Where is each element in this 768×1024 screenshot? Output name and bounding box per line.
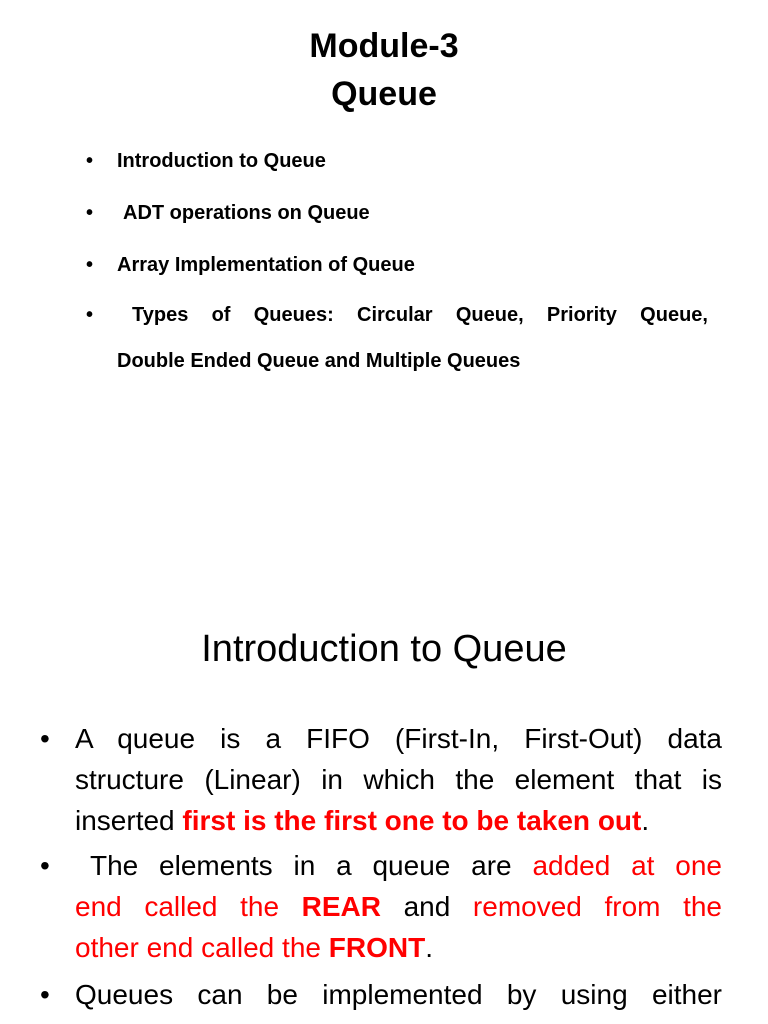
paragraph-line: Queues can be implemented by using either [75, 979, 722, 1010]
topic-word: Types [132, 304, 189, 326]
topic-text: Array Implementation of Queue [117, 254, 415, 276]
topic-word: Circular [357, 304, 433, 326]
bullet-icon: • [86, 304, 94, 326]
topic-text: Introduction to Queue [117, 150, 326, 172]
bullet-icon: • [86, 202, 94, 224]
emphasis-text: added at one [532, 850, 722, 881]
paragraph-line: structure (Linear) in which the element that is [75, 764, 722, 795]
topic-word: Queues: [253, 304, 334, 326]
topic-word: of [211, 304, 231, 326]
bullet-icon: • [86, 254, 94, 276]
paragraph-line [90, 845, 722, 886]
emphasis-text: removed from the [472, 891, 723, 922]
topic-text [132, 302, 708, 328]
bullet-icon: • [40, 850, 50, 881]
topic-word: Priority [546, 304, 617, 326]
paragraph-line [75, 800, 722, 841]
emphasis-text: first is the first one to be taken out [182, 805, 642, 836]
topic-text: ADT operations on Queue [123, 202, 370, 224]
paragraph-line: A queue is a FIFO (First-In, First-Out) data [75, 723, 722, 754]
module-subtitle: Queue [331, 75, 437, 113]
plain-text: inserted [75, 805, 183, 836]
paragraph-line [75, 927, 722, 968]
topic-word: Queue, [455, 304, 524, 326]
topic-text-continued: Double Ended Queue and Multiple Queues [117, 350, 521, 372]
bullet-icon: • [40, 723, 50, 754]
bullet-icon: • [40, 979, 50, 1010]
emphasis-text: end called the [75, 891, 302, 922]
bullet-icon: • [86, 150, 94, 172]
slide-title: Introduction to Queue [201, 628, 567, 670]
emphasis-text: FRONT [328, 932, 426, 963]
emphasis-text: other end called the [75, 932, 329, 963]
emphasis-text: REAR [301, 891, 381, 922]
plain-text: . [425, 932, 433, 963]
plain-text: . [641, 805, 650, 836]
paragraph-line [75, 886, 722, 927]
module-title: Module-3 [309, 27, 459, 65]
topic-word: Queue, [640, 304, 708, 326]
plain-text: and [380, 891, 473, 922]
plain-text: The elements in a queue are [90, 850, 533, 881]
